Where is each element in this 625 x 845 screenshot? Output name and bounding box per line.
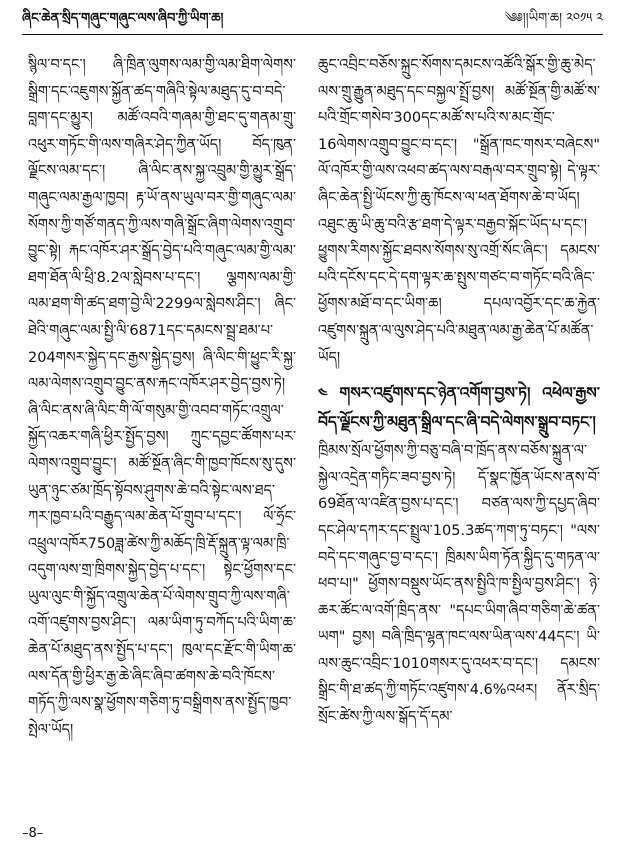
section-title-text: གསར་འཛུགས་དང་ཉེན་འགོག་བྱས་ཏེ། འཕེལ་རྒྱས་བོད་ལྗོངས་ཀྱི་མཐུན་སྒྲིལ་དང་ཞི་བདེ་ལེགས་སྒྲུབ་བཏང་། xyxy=(318,384,600,432)
right-column-text-before: ཆུང་འབྲིང་བཅོས་སྐྲུང་སོགས་དམངས་འཚོའི་སྒོར་གྱི་ཆུ་མེད་ལས་གྲུ་རྒྱུན་མཐུད་དང་བསྐྱལ་སྤྲོ་བྱས། མཚོ་སྔོན་གྱི་མཚོ་ས་པའི་གྲོང་གསེབ་300དང་མཚོ་ས་པའི་ས་མང་གྲོང་16ལེགས་འགྲུབ་བྱུང་བ་དང་། "སྒྲོན་ཁང་གསར་བཞེངས" ལོ་འཁོར་གྱི་ལས་འཕབ་ཚད་ལས་བརྒལ་བར་གྲུབ་སྟེ། དེ་ལྟར་ཞིང་ཆེན་སྤྱི་ཡོངས་ཀྱི་ཆུ་ཁོངས་ལ་ཕན་ཐོགས་ཆེ་བ་ཡོད། འཐུང་ཆུ་ཡི་ཆུ་བའི་རྩ་ཐག་དེ་ལྟར་བརྒྱབ་སྐོང་ཡོད་པ་དང་། ཕྱུགས་རིགས་སྐྱོང་ཐབས་སོགས་སུ་འགྲོ་སོང་ཞིང་། དམངས་པའི་དངོས་དང་དེ་དག་ལྟར་ཆ་སྤུས་གཙང་བ་གཏོང་བའི་ཞིང་ཕྱོགས་མཐོ་བ་དང་ཡིག་ཆ། དཔལ་འབྱོར་དང་ཆ་རྐྱེན་འཛུགས་སྐྲུན་ལ་ལུས་ཤེད་པའི་མཐུན་ལམ་རྒྱ་ཆེན་པོ་མཚོན་ཡོད། xyxy=(318,57,600,366)
section-heading xyxy=(318,379,600,436)
header-left-title: ཞིང་ཆེན་སྲིད་གཞུང་གཞུང་ལས་ཞིབ་ཀྱི་ཡིག་ཆ། xyxy=(22,10,224,26)
right-column xyxy=(318,52,600,822)
page-number: –8– xyxy=(22,826,44,841)
running-header xyxy=(22,8,603,35)
right-column-text-after: ཁྲིམས་སྲོལ་ཕྱོགས་ཀྱི་བཅུ་བཞི་བ་ཁྲོད་ནས་བཅོས་སྐྲུན་ལ་སྐྱེལ་འདྲེན་གཏིང་ཟབ་བྱས་ཏེ། དོ་སྣང་ཁྱོན་ཡོངས་ནས་བོ་69ཐོན་ལ་འཛིན་བྱས་པ་དང་། བཙན་ལས་ཀྱི་དཔྱད་ཞིབ་དང་ཤེལ་དཀར་དང་སྤྲུལ་105.3ཚད་ཀག་ཏུ་བཏང་། "ལས་བདེ་དང་གཞུང་བྱ་བ་དང་། ཁྲིམས་ཡིག་ཏོན་སྐྱིད་དུ་གཏན་ལ་ཕབ་པ།" ཕྱོགས་བསྡུས་ཡོང་ནས་སྤྱིའི་ཁ་སྤྱིལ་བྱས་ཤིང་། ཉེ་ཆར་ཚོང་ལ་འགོ་ཁྲིད་ནས་ "དཔང་ཡིག་ཞིབ་གཅིག་ཆེ་ཚན་ཡག" བྱས། བཞི་ཁྲིད་ལྷན་ཁང་ལས་ཡིན་ལས་44དང་། ཡི་ལས་ཆུང་འབྲིང་1010གསར་དུ་འཕར་བ་དང་། དམངས་སྒྲིང་གི་ཐ་ཚད་ཀྱི་གཏོང་འཛུགས་4.6%འཕར། ནོར་སྲིད་སྲོང་ཚེས་ཀྱི་ལས་སྒོད་དོ་དམ་ xyxy=(318,443,600,726)
left-column xyxy=(28,52,296,822)
header-right-title: ༄༅།།ཡིག་ཆ། ༢༠༡༥ ༢ xyxy=(504,10,603,26)
section-marker: ༤ xyxy=(318,386,328,403)
left-column-text: སྙིལ་བ་དང་། ཞི་ཁྲིན་ལུགས་ལམ་གྱི་ལམ་ཐིག་ལེགས་སྒྲིག་དང་འཇུགས་སྐྱོན་ཚད་གཞིའི་སྟེལ་མཐུད་དུ་བ་བདེ་བླག་དང་མྱུར། མཚོ་འབའི་གཞམ་གྱི་ཐང་དུ་གནམ་གྲུ་འཕུར་གཏོང་གི་ལས་གཞིར་ཤེད་ཀྱིན་ཡོད། བོད་ཁུན་ལྗོངས་ལམ་དང་། ཞི་ལིང་ནས་སྐྱ་འབྲུམ་གྱི་མྱུར་སྒྲོད་གཞུང་ལམ་རྒྱལ་ཁྱབ། རྟ་ཡོ་ནས་ཡུལ་བར་གྱི་གཞུང་ལམ་སོགས་ཀྱི་གཙོ་གནད་ཀྱི་ལས་གཞི་སྒྲོང་ཞིག་ལེགས་འགྲུབ་བྱུང་སྟེ། རྐང་འཁོར་ཤར་སྒྲོད་བྱེད་པའི་གཞུང་ལམ་གྱི་ལམ་ཐག་ཐོན་ལི་ཕྲི་8.2ལ་སླེབས་པ་དང་། ལྕགས་ལམ་གྱི་ལམ་ཐག་གི་ཚད་ཐག་བྱེ་ལི་2299ལ་སླེབས་ཤིང་། ཞིང་ཐེའི་གཞུང་ལམ་སྤྱི་ལི་6871དང་དམངས་སྦྲ་ཐམ་པ་204གསར་སྐྱེད་དང་རྒྱས་སྐྱེད་བྱས། ཞི་ལིང་གི་ཕྱུང་རི་སྐྱ་ལམ་ལེགས་འགྲུབ་བྱུང་ནས་རྐང་འཁོར་ཤར་བྱེད་བྱས་ཏེ། ཞི་ལིང་ནས་ཞི་ལིང་གི་ལོ་གསུམ་གྱི་འབབ་གཏོང་འགྲུལ་སྐྱོད་འཆར་གཞི་ཕྱིར་སྤྱོད་བྱས། ཀྲུང་དབྱང་ཚོགས་པར་ལེགས་འགྲུབ་བྱུང་། མཚོ་སྔོན་ཞིང་གི་ཁྱབ་ཁོངས་སུ་དུས་ཡུན་ཉུང་ཙམ་ཁྲོད་སྟོབས་ཤུགས་ཆེ་བའི་སྟེང་ལས་ཐད་ཀར་ཁྱབ་པའི་བརྒྱུད་ལམ་ཆེན་པོ་གྲུབ་པ་དང་། ལོ་ཧྲོང་འཕྲུལ་འཁོར750ཟླ་ཚེས་ཀྱི་མཆོད་ཁྲི་རྡོ་སྐྲུན་ལྟ་ལམ་ཁྲི་འདུག་ལས་གྲ་ཁྲིགས་སྐྱེད་བྱེད་པ་དང་། སྟེང་ཕྱོགས་དང་ཡུལ་ལུང་གི་སྐྱོད་འགྲུལ་ཆེན་པོ་ལེགས་གྲུབ་ཀྱི་ལས་གཞི་འགོ་འཛུགས་བྱས་ཤིང་། ལམ་ཡིག་ཏུ་བཀོད་པའི་ཡིག་ཆ་ཆེན་པོ་མཐུད་ནས་སྤྱོད་པ་དང་། ཁུལ་དང་རྫོང་གི་ཡིག་ཆ་ལས་དོན་གྱི་ཕྱིར་རྒྱ་ཆེ་ཞིང་ཞིབ་ཚགས་ཆེ་བའི་ཁོངས་གཏོད་ཀྱི་ལས་སྣ་ཕྱོགས་གཅིག་ཏུ་བསྒྲིགས་ནས་སྤྱོད་ཁྱབ་སྤེལ་ཡོད། xyxy=(28,57,296,738)
